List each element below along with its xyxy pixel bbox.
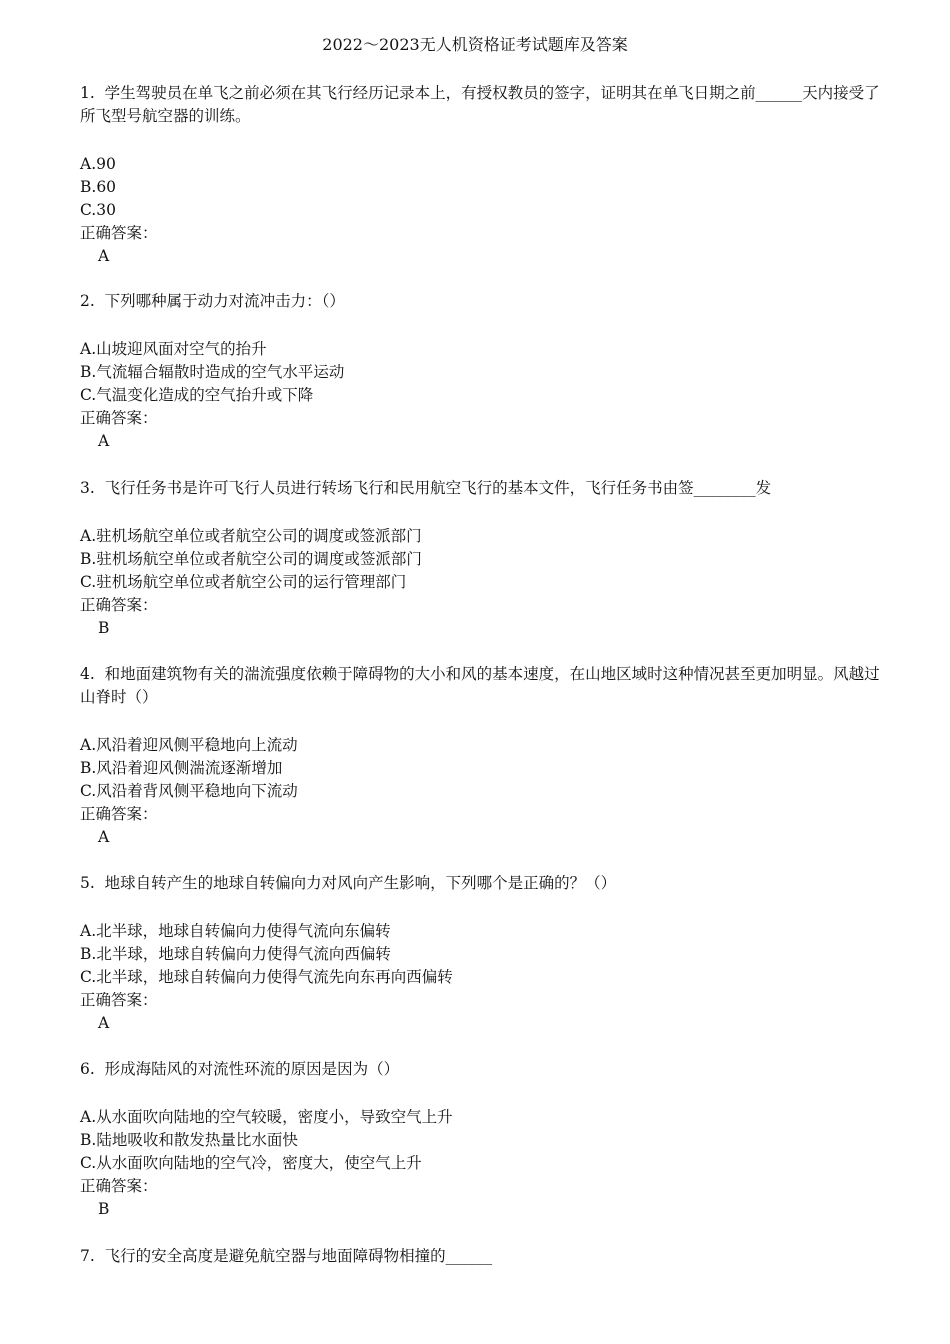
answer-value: A	[98, 828, 110, 846]
answer-label: 正确答案：	[80, 1177, 158, 1195]
option-b: B.气流辐合辐散时造成的空气水平运动	[80, 363, 345, 381]
option-c: C.气温变化造成的空气抬升或下降	[80, 386, 314, 404]
option-a: A.驻机场航空单位或者航空公司的调度或签派部门	[80, 527, 422, 545]
option-a: A.山坡迎风面对空气的抬升	[80, 340, 267, 358]
question-stem: 3. 飞行任务书是许可飞行人员进行转场飞行和民用航空飞行的基本文件，飞行任务书由签________发	[80, 479, 772, 497]
option-list	[80, 920, 880, 989]
option-c: C.驻机场航空单位或者航空公司的运行管理部门	[80, 573, 407, 591]
answer-label: 正确答案：	[80, 596, 158, 614]
answer-label: 正确答案：	[80, 991, 158, 1009]
option-c: C.风沿着背风侧平稳地向下流动	[80, 782, 298, 800]
answer-value: A	[98, 432, 110, 450]
option-b: B.陆地吸收和散发热量比水面快	[80, 1131, 298, 1149]
option-list	[80, 734, 880, 803]
answer-label: 正确答案：	[80, 224, 158, 242]
question-7	[80, 1245, 880, 1268]
question-stem: 5. 地球自转产生的地球自转偏向力对风向产生影响，下列哪个是正确的？（）	[80, 874, 617, 892]
option-b: B.北半球，地球自转偏向力使得气流向西偏转	[80, 945, 391, 963]
question-5	[80, 872, 880, 1035]
answer-label: 正确答案：	[80, 805, 158, 823]
option-c: C.从水面吹向陆地的空气冷，密度大，使空气上升	[80, 1154, 422, 1172]
option-a: A.风沿着迎风侧平稳地向上流动	[80, 736, 298, 754]
question-1	[80, 82, 880, 268]
option-list	[80, 338, 880, 407]
option-c: C.30	[80, 201, 116, 219]
option-b: B.60	[80, 178, 117, 196]
answer-value: A	[98, 1014, 110, 1032]
question-stem: 4. 和地面建筑物有关的湍流强度依赖于障碍物的大小和风的基本速度，在山地区域时这种情况甚至更加明显。风越过山脊时（）	[80, 665, 880, 706]
question-stem: 6. 形成海陆风的对流性环流的原因是因为（）	[80, 1060, 400, 1078]
answer-value: B	[98, 619, 110, 637]
option-a: A.北半球，地球自转偏向力使得气流向东偏转	[80, 922, 391, 940]
option-a: A.90	[80, 155, 116, 173]
question-stem: 7. 飞行的安全高度是避免航空器与地面障碍物相撞的______	[80, 1247, 493, 1265]
option-list	[80, 525, 880, 594]
question-stem: 1. 学生驾驶员在单飞之前必须在其飞行经历记录本上，有授权教员的签字，证明其在单飞日期之前______天内接受了所飞型号航空器的训练。	[80, 84, 880, 125]
question-6	[80, 1058, 880, 1221]
answer-value: B	[98, 1200, 110, 1218]
option-list	[80, 153, 880, 222]
option-b: B.驻机场航空单位或者航空公司的调度或签派部门	[80, 550, 422, 568]
answer-label: 正确答案：	[80, 409, 158, 427]
question-2	[80, 290, 880, 453]
option-c: C.北半球，地球自转偏向力使得气流先向东再向西偏转	[80, 968, 453, 986]
option-list	[80, 1106, 880, 1175]
question-3	[80, 477, 880, 640]
option-b: B.风沿着迎风侧湍流逐渐增加	[80, 759, 283, 777]
question-stem: 2. 下列哪种属于动力对流冲击力：（）	[80, 292, 345, 310]
answer-value: A	[98, 247, 110, 265]
document-title: 2022～2023无人机资格证考试题库及答案	[322, 35, 628, 54]
question-4	[80, 663, 880, 849]
option-a: A.从水面吹向陆地的空气较暖，密度小，导致空气上升	[80, 1108, 453, 1126]
